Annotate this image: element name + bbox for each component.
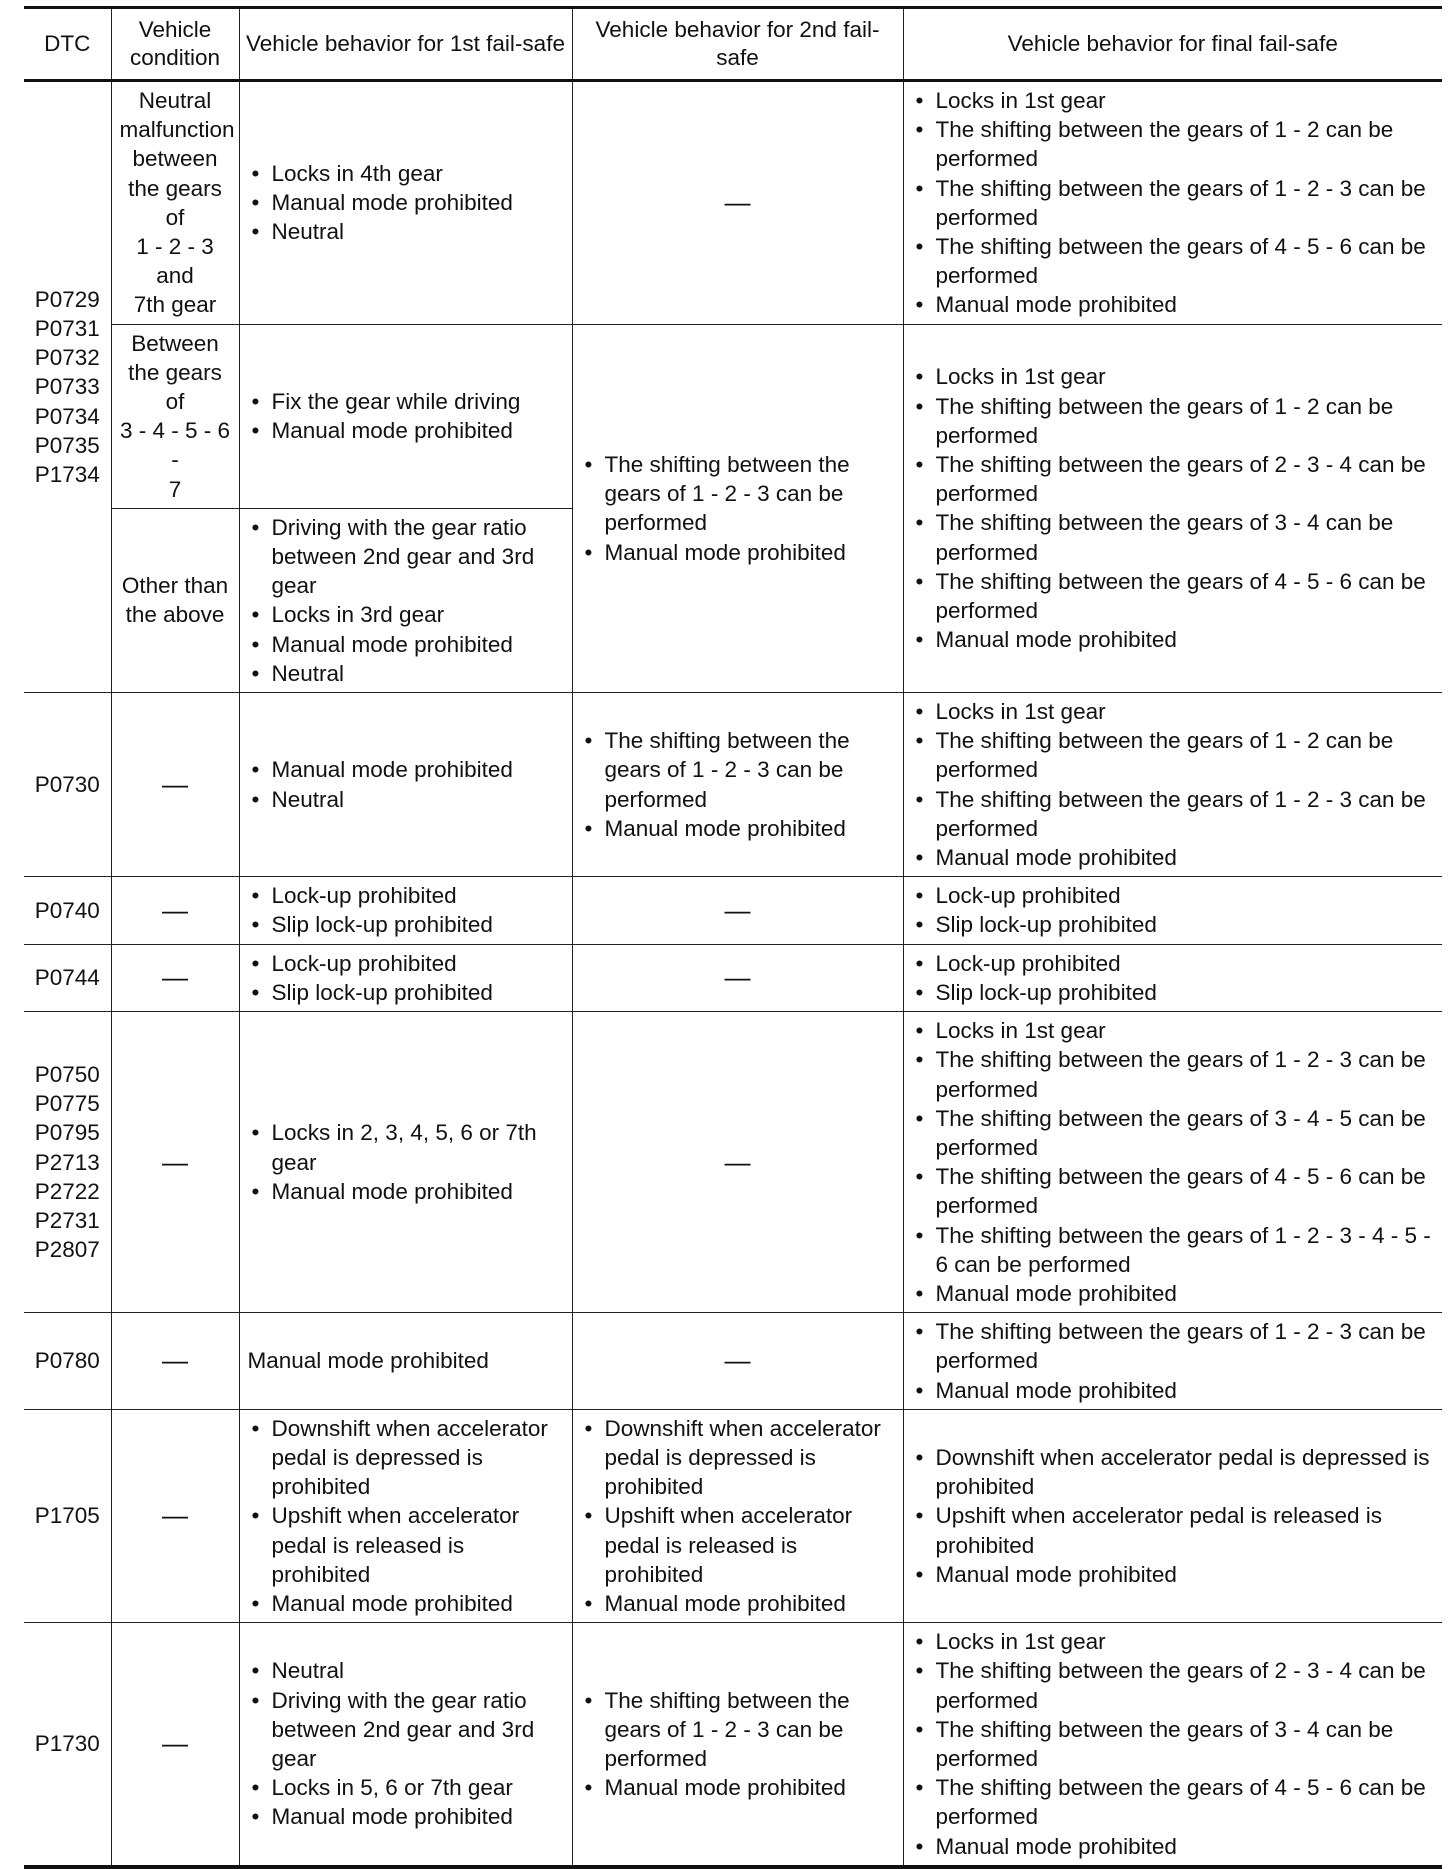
bullet-item: • Driving with the gear ratio between 2nd gear and 3rd gear [248,513,564,601]
first-fail-safe-cell [239,1623,572,1867]
second-fail-safe-cell: — [572,944,903,1011]
condition-cell [111,81,239,325]
final-fail-safe-cell [903,1313,1442,1410]
header-final-fail-safe: Vehicle behavior for final fail-safe [903,8,1442,81]
bullet-list [912,1317,1435,1405]
text-line: P0744 [34,965,100,991]
bullet-item: • Manual mode prohibited [581,1589,895,1618]
condition-cell: — [111,1409,239,1622]
bullet-item: • Downshift when accelerator pedal is depressed is prohibited [248,1414,564,1502]
text-line: P2722 [34,1178,100,1204]
text-line: P0730 [34,772,100,798]
dtc-cell [24,693,111,877]
bullet-item: • Driving with the gear ratio between 2nd gear and 3rd gear [248,1686,564,1774]
text-line: the gears of [128,359,222,415]
bullet-item: • The shifting between the gears of 1 - 2 - 3 can be performed [912,174,1435,232]
bullet-item: • Manual mode prohibited [581,814,895,843]
text-line: P2713 [34,1149,100,1175]
bullet-item: • Slip lock-up prohibited [248,910,564,939]
bullet-item: • Manual mode prohibited [912,1832,1435,1861]
final-fail-safe-cell [903,877,1442,944]
text-line: P1705 [34,1503,100,1529]
text-line: P0735 [34,432,100,458]
final-fail-safe-cell [903,944,1442,1011]
bullet-item: • Locks in 1st gear [912,86,1435,115]
bullet-item: • Manual mode prohibited [912,1560,1435,1589]
text-line: malfunction [119,117,235,143]
first-fail-safe-cell [239,324,572,508]
bullet-item: • Upshift when accelerator pedal is released is prohibited [581,1501,895,1589]
bullet-item: • Manual mode prohibited [248,630,564,659]
bullet-item: • Lock-up prohibited [248,949,564,978]
text-line: P0729 [34,286,100,312]
text-line: 7th gear [133,292,217,318]
table-header-row [24,8,1442,81]
bullet-item: • Manual mode prohibited [581,538,895,567]
header-first-fail-safe: Vehicle behavior for 1st fail-safe [239,8,572,81]
bullet-item: • The shifting between the gears of 1 - 2 - 3 can be performed [912,1317,1435,1375]
dtc-cell [24,944,111,1011]
bullet-item: • Locks in 2, 3, 4, 5, 6 or 7th gear [248,1118,564,1176]
table-row [24,944,1442,1011]
final-fail-safe-cell [903,1623,1442,1867]
bullet-list [912,697,1435,872]
bullet-list [581,726,895,843]
bullet-item: • The shifting between the gears of 1 - 2 - 3 can be performed [912,1045,1435,1103]
bullet-item: • Upshift when accelerator pedal is released is prohibited [912,1501,1435,1559]
table-row [24,693,1442,877]
first-fail-safe-cell [239,944,572,1011]
bullet-item: • Manual mode prohibited [912,625,1435,654]
first-fail-safe-cell [239,1012,572,1313]
bullet-list [912,1016,1435,1308]
text-line: P2807 [34,1237,100,1263]
bullet-item: • Manual mode prohibited [248,1589,564,1618]
bullet-item: • Neutral [248,217,564,246]
bullet-item: • The shifting between the gears of 4 - 5 - 6 can be performed [912,567,1435,625]
bullet-list [581,1686,895,1803]
text-line: P2731 [34,1207,100,1233]
bullet-list [912,1627,1435,1861]
bullet-item: • The shifting between the gears of 4 - 5 - 6 can be performed [912,1162,1435,1220]
bullet-list [248,1118,564,1206]
condition-cell: — [111,1012,239,1313]
bullet-item: • Neutral [248,785,564,814]
bullet-item: • The shifting between the gears of 1 - 2 can be performed [912,392,1435,450]
bullet-list [248,1656,564,1831]
bullet-item: • Slip lock-up prohibited [912,910,1435,939]
bullet-item: • Locks in 1st gear [912,362,1435,391]
bullet-item: • The shifting between the gears of 1 - 2 - 3 can be performed [581,1686,895,1774]
dtc-cell [24,1623,111,1867]
bullet-item: • Lock-up prohibited [912,881,1435,910]
text-line: P1734 [34,462,100,488]
condition-cell: — [111,944,239,1011]
first-fail-safe-cell [239,508,572,692]
final-fail-safe-cell [903,1409,1442,1622]
bullet-item: • Manual mode prohibited [912,1279,1435,1308]
header-dtc: DTC [24,8,111,81]
bullet-item: • Manual mode prohibited [581,1773,895,1802]
bullet-item: • The shifting between the gears of 2 - 3 - 4 can be performed [912,1656,1435,1714]
bullet-list [248,755,564,813]
bullet-list [248,881,564,939]
bullet-list [912,881,1435,939]
bullet-item: • Manual mode prohibited [248,755,564,784]
bullet-item: • Upshift when accelerator pedal is released is prohibited [248,1501,564,1589]
first-fail-safe-cell: Manual mode prohibited [239,1313,572,1410]
bullet-item: • The shifting between the gears of 1 - 2 can be performed [912,726,1435,784]
bullet-list [248,387,564,445]
dtc-cell [24,81,111,693]
bullet-item: • The shifting between the gears of 1 - 2 - 3 can be performed [581,450,895,538]
final-fail-safe-cell [903,324,1442,692]
table-row [24,1012,1442,1313]
text-line: P0734 [34,403,100,429]
text-line: P0780 [34,1348,100,1374]
bullet-item: • Fix the gear while driving [248,387,564,416]
text-line: the above [125,602,225,628]
bullet-list [248,1414,564,1618]
bullet-item: • Locks in 3rd gear [248,600,564,629]
bullet-item: • Downshift when accelerator pedal is depressed is prohibited [581,1414,895,1502]
bullet-item: • Manual mode prohibited [248,416,564,445]
header-vehicle-condition [111,8,239,81]
bullet-item: • The shifting between the gears of 1 - 2 - 3 - 4 - 5 - 6 can be performed [912,1221,1435,1279]
bullet-item: • Slip lock-up prohibited [912,978,1435,1007]
bullet-item: • Downshift when accelerator pedal is depressed is prohibited [912,1443,1435,1501]
bullet-item: • Manual mode prohibited [248,1177,564,1206]
second-fail-safe-cell: — [572,81,903,325]
second-fail-safe-cell [572,1409,903,1622]
text-line: P0750 [34,1061,100,1087]
bullet-item: • Manual mode prohibited [912,290,1435,319]
bullet-item: • Manual mode prohibited [912,843,1435,872]
table-row [24,1409,1442,1622]
condition-cell: — [111,693,239,877]
bullet-item: • The shifting between the gears of 3 - 4 can be performed [912,508,1435,566]
bullet-item: • Locks in 1st gear [912,1016,1435,1045]
second-fail-safe-cell [572,1623,903,1867]
second-fail-safe-cell: — [572,1313,903,1410]
bullet-item: • The shifting between the gears of 2 - 3 - 4 can be performed [912,450,1435,508]
table-row [24,1623,1442,1867]
bullet-list [248,949,564,1007]
bullet-list [248,159,564,247]
bullet-item: • Manual mode prohibited [912,1376,1435,1405]
condition-cell [111,508,239,692]
bullet-list [912,1443,1435,1589]
table-row [24,877,1442,944]
bullet-item: • The shifting between the gears of 1 - 2 - 3 can be performed [581,726,895,814]
bullet-item: • Manual mode prohibited [248,1802,564,1831]
condition-cell: — [111,1623,239,1867]
bullet-list [912,362,1435,654]
condition-cell: — [111,877,239,944]
bullet-list [248,513,564,688]
bullet-item: • The shifting between the gears of 4 - 5 - 6 can be performed [912,1773,1435,1831]
text-line: 7 [168,476,182,502]
bullet-list [581,450,895,567]
document-page [24,6,1442,1869]
text-line: P0795 [34,1120,100,1146]
dtc-cell [24,1313,111,1410]
bullet-item: • Locks in 1st gear [912,697,1435,726]
text-line: P0731 [34,316,100,342]
header-condition-line: condition [129,45,221,70]
text-line: the gears of [128,175,222,230]
dtc-cell [24,1409,111,1622]
dtc-cell [24,877,111,944]
bullet-item: • The shifting between the gears of 1 - 2 can be performed [912,115,1435,173]
text-line: P0775 [34,1091,100,1117]
bullet-item: • The shifting between the gears of 3 - 4 - 5 can be performed [912,1104,1435,1162]
final-fail-safe-cell [903,81,1442,325]
bullet-item: • Slip lock-up prohibited [248,978,564,1007]
text-line: P0732 [34,345,100,371]
bullet-item: • Locks in 1st gear [912,1627,1435,1656]
text-line: P0733 [34,374,100,400]
text-line: 1 - 2 - 3 and [136,234,214,289]
second-fail-safe-cell: — [572,877,903,944]
condition-cell [111,324,239,508]
final-fail-safe-cell [903,1012,1442,1313]
bullet-item: • Neutral [248,659,564,688]
first-fail-safe-cell [239,1409,572,1622]
final-fail-safe-cell [903,693,1442,877]
text-line: P1730 [34,1731,100,1757]
bullet-item: • Lock-up prohibited [912,949,1435,978]
table-row [24,81,1442,325]
bullet-item: • The shifting between the gears of 4 - 5 - 6 can be performed [912,232,1435,290]
first-fail-safe-cell [239,877,572,944]
second-fail-safe-cell [572,324,903,692]
condition-cell: — [111,1313,239,1410]
bullet-item: • Locks in 5, 6 or 7th gear [248,1773,564,1802]
text-line: P0740 [34,897,100,923]
bullet-item: • Lock-up prohibited [248,881,564,910]
bullet-list [581,1414,895,1618]
header-second-fail-safe: Vehicle behavior for 2nd fail-safe [572,8,903,81]
table-row [24,1313,1442,1410]
text-line: between [132,146,218,172]
second-fail-safe-cell [572,693,903,877]
first-fail-safe-cell [239,81,572,325]
dtc-cell [24,1012,111,1313]
bullet-item: • Locks in 4th gear [248,159,564,188]
bullet-item: • The shifting between the gears of 1 - 2 - 3 can be performed [912,785,1435,843]
bullet-item: • Manual mode prohibited [248,188,564,217]
text-line: Between [131,330,219,356]
text-line: Other than [121,573,229,599]
table-row [24,324,1442,508]
bullet-list [912,949,1435,1007]
bullet-list [912,86,1435,320]
bullet-item: • Neutral [248,1656,564,1685]
text-line: 3 - 4 - 5 - 6 - [119,418,231,473]
text-line: Neutral [138,88,212,113]
second-fail-safe-cell: — [572,1012,903,1313]
first-fail-safe-cell [239,693,572,877]
fail-safe-table [24,6,1442,1869]
bullet-item: • The shifting between the gears of 3 - 4 can be performed [912,1715,1435,1773]
header-condition-line: Vehicle [138,17,212,42]
